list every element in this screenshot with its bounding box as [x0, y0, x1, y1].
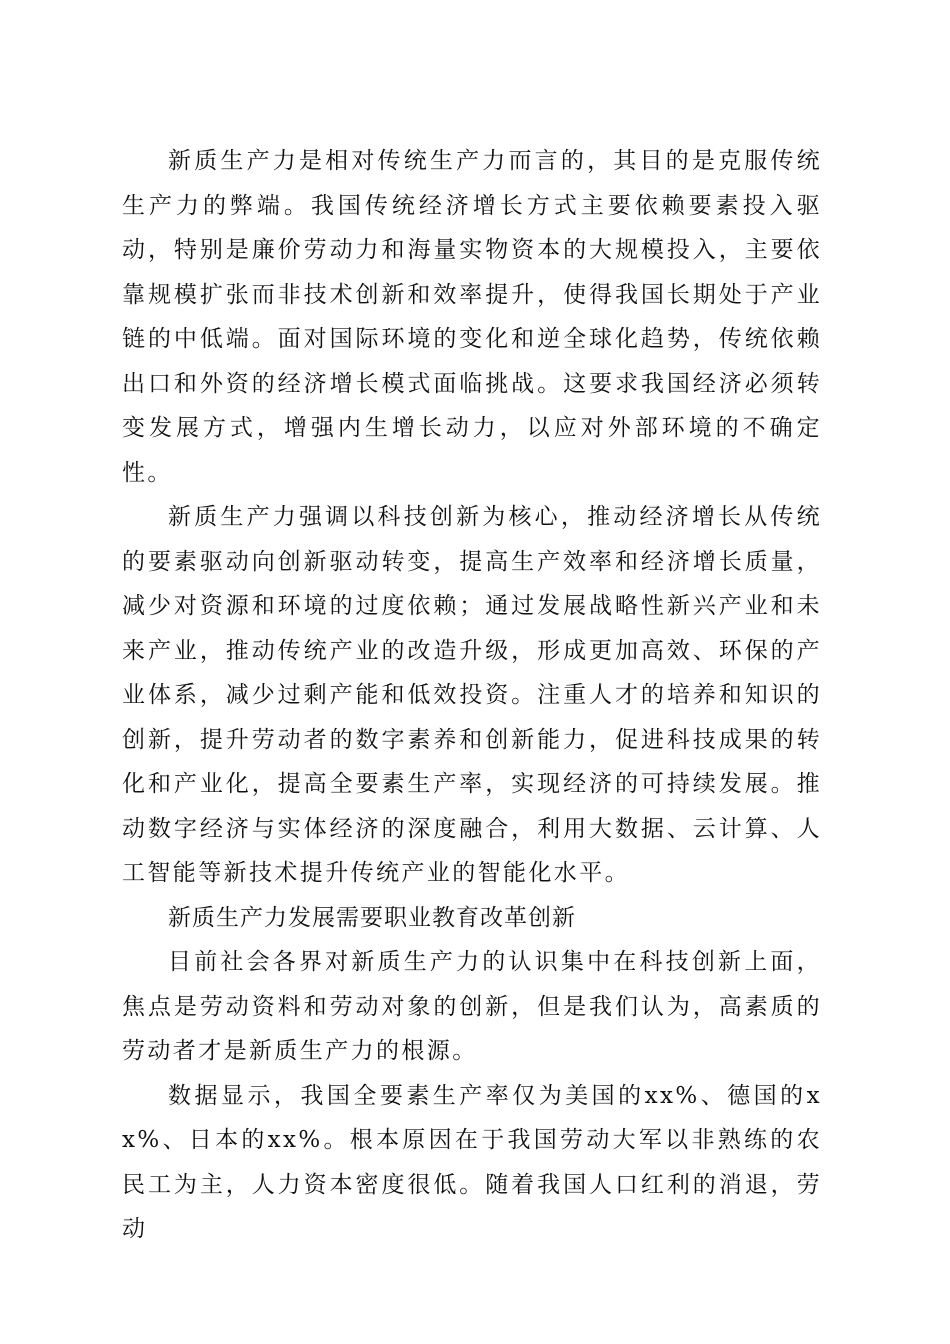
section-heading: 新质生产力发展需要职业教育改革创新	[168, 904, 576, 931]
paragraph-innovation-driven: 新质生产力强调以科技创新为核心，推动经济增长从传统的要素驱动向创新驱动转变，提高生产效率和经济增长质量，减少对资源和环境的过度依赖；通过发展战略性新兴产业和未来产业，推动传统产业的改造升级，形成更加高效、环保的产业体系，减少过剩产能和低效投资。注重人才的培养和知识的创新，提升劳动者的数字素养和创新能力，促进科技成果的转化和产业化，提高全要素生产率，实现经济的可持续发展。推动数字经济与实体经济的深度融合，利用大数据、云计算、人工智能等新技术提升传统产业的智能化水平。	[122, 504, 822, 886]
paragraph-high-quality-workers: 目前社会各界对新质生产力的认识集中在科技创新上面，焦点是劳动资料和劳动对象的创新，但是我们认为，高素质的劳动者才是新质生产力的根源。	[122, 949, 822, 1064]
paragraph-productivity-data: 数据显示，我国全要素生产率仅为美国的xx%、德国的xx%、日本的xx%。根本原因在于我国劳动大军以非熟练的农民工为主，人力资本密度很低。随着我国人口红利的消退，劳动	[122, 1082, 822, 1242]
paragraph-traditional-productivity: 新质生产力是相对传统生产力而言的，其目的是克服传统生产力的弊端。我国传统经济增长方式主要依赖要素投入驱动，特别是廉价劳动力和海量实物资本的大规模投入，主要依靠规模扩张而非技术创新和效率提升，使得我国长期处于产业链的中低端。面对国际环境的变化和逆全球化趋势，传统依赖出口和外资的经济增长模式面临挑战。这要求我国经济必须转变发展方式，增强内生增长动力，以应对外部环境的不确定性。	[122, 148, 822, 486]
